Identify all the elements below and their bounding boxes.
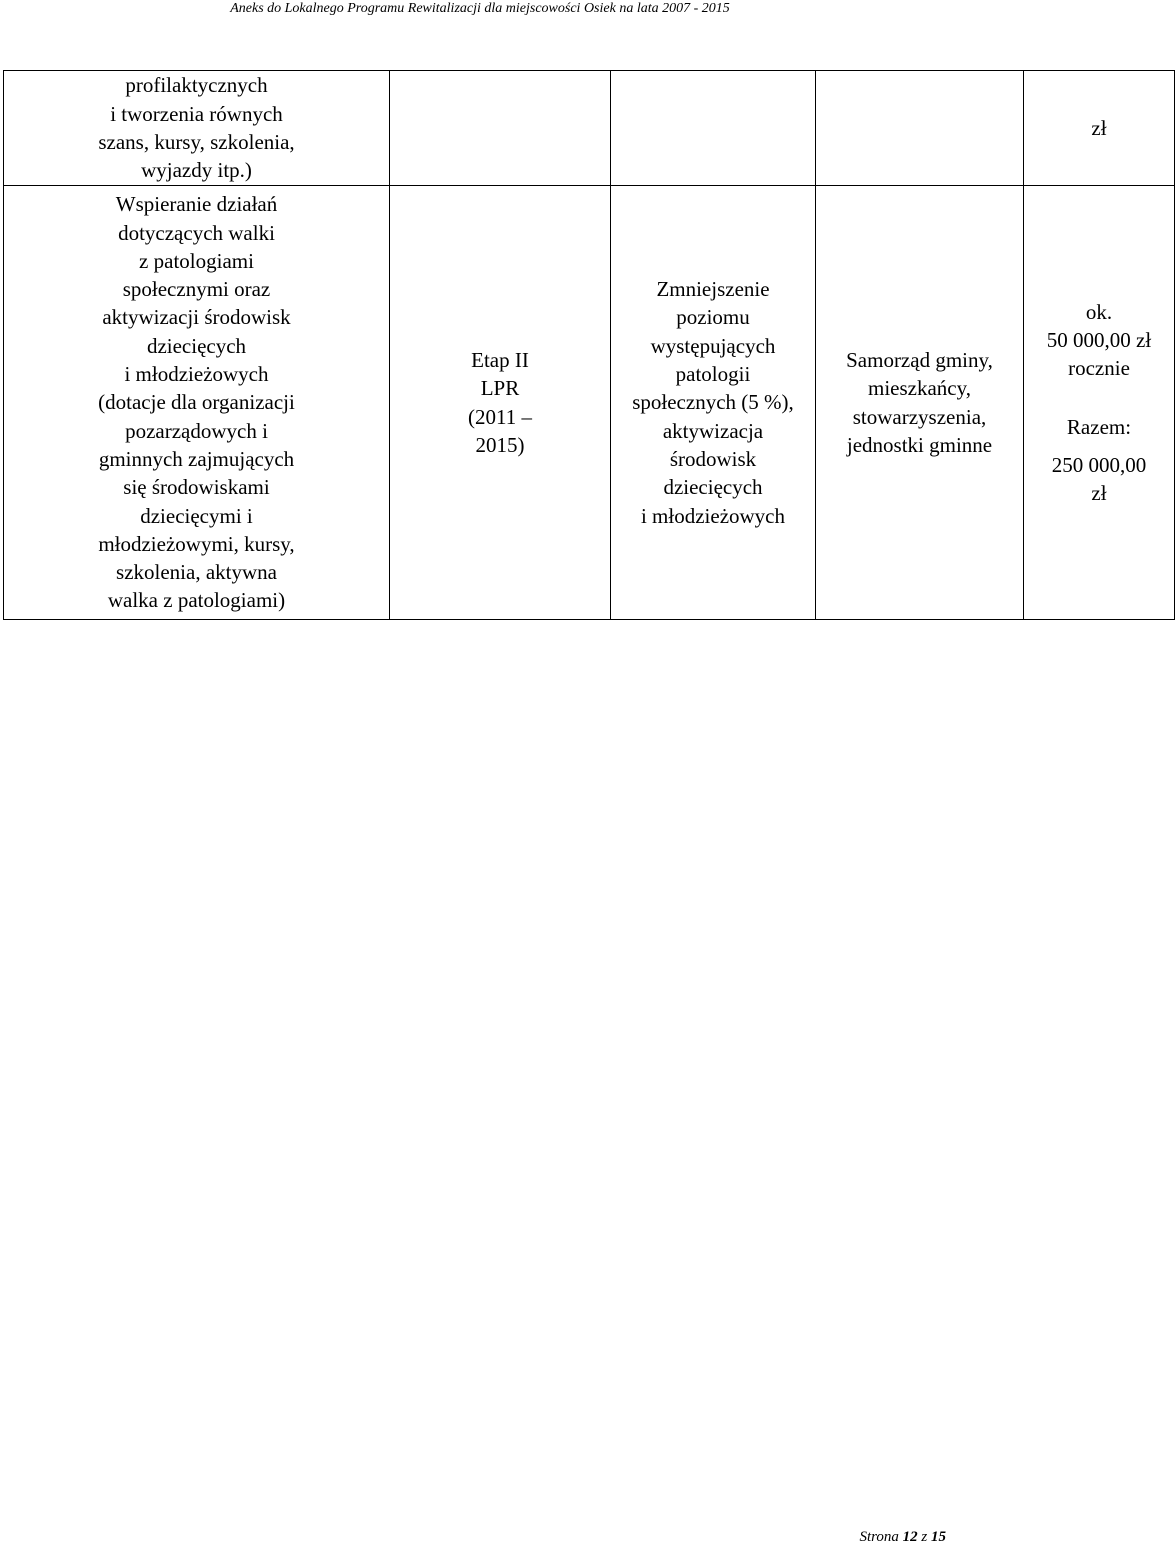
cell-line: stowarzyszenia, (852, 404, 987, 429)
cell-line: środowisk (669, 446, 757, 471)
cell-line: się środowiskami (123, 475, 270, 500)
cell-line: 250 000,00 (1051, 452, 1147, 477)
cell-line: młodzieżowymi, kursy, (98, 531, 295, 556)
cell-line: społecznymi oraz (122, 277, 271, 302)
cell-line: walka z patologiami) (107, 588, 286, 613)
stage-cell (390, 71, 611, 186)
page-of: z (921, 1529, 928, 1545)
cell-line: dziecięcych (663, 475, 763, 500)
cell-line: rocznie (1068, 356, 1130, 381)
cell-line: 2015) (475, 432, 525, 457)
cost-cell (1024, 186, 1175, 620)
activity-cell (4, 186, 390, 620)
document-header: Aneks do Lokalnego Programu Rewitalizacji dla miejscowości Osiek na lata 2007 - 2015 (230, 1, 730, 16)
cell-line: i tworzenia równych (110, 101, 283, 126)
page-number (859, 1528, 946, 1546)
cell-line: Etap II (471, 347, 529, 372)
cell-line: Zmniejszenie (656, 277, 770, 302)
executor-cell (816, 71, 1024, 186)
cell-line: i młodzieżowych (124, 362, 269, 387)
table-row (4, 186, 1175, 620)
cell-line: aktywizacja (662, 418, 764, 443)
cell-line: z patologiami (139, 248, 254, 273)
cell-line: szkolenia, aktywna (116, 560, 277, 585)
cell-line: społecznych (5 %), (632, 390, 794, 415)
total-pages: 15 (931, 1529, 946, 1545)
stage-cell (390, 186, 611, 620)
cell-line: wyjazdy itp.) (141, 158, 252, 183)
cost-cell (1024, 71, 1175, 186)
cell-line: ok. (1085, 299, 1113, 324)
cell-line: zł (1091, 115, 1107, 140)
goal-cell (611, 186, 816, 620)
cell-line: pozarządowych i (125, 418, 268, 443)
cell-line: patologii (675, 362, 751, 387)
cell-line: (2011 – (468, 404, 532, 429)
cell-line: profilaktycznych (125, 73, 268, 98)
page-label: Strona (859, 1529, 899, 1545)
cell-line: Samorząd gminy, (846, 347, 993, 372)
cell-line: Razem: (1066, 414, 1132, 439)
cell-line: Wspieranie działań (115, 192, 278, 217)
cell-line: i młodzieżowych (640, 503, 786, 528)
cell-line: dotyczących walki (118, 220, 275, 245)
cell-line: aktywizacji środowisk (102, 305, 291, 330)
cell-line: gminnych zajmujących (98, 446, 295, 471)
cell-line: występujących (650, 333, 776, 358)
spacer (1028, 383, 1170, 413)
cell-line: mieszkańcy, (867, 376, 971, 401)
cell-line: (dotacje dla organizacji (98, 390, 295, 415)
cell-line: jednostki gminne (846, 432, 993, 457)
cell-line: zł (1091, 481, 1107, 506)
spacer (1028, 441, 1170, 451)
executor-cell (816, 186, 1024, 620)
current-page: 12 (902, 1529, 918, 1545)
cell-line: dziecięcych (146, 333, 247, 358)
goal-cell (611, 71, 816, 186)
project-table (3, 70, 1175, 620)
activity-cell (4, 71, 390, 186)
cell-line: 50 000,00 zł (1046, 327, 1152, 352)
cell-line: LPR (480, 376, 520, 401)
cell-line: poziomu (676, 305, 750, 330)
cell-line: dziecięcymi i (140, 503, 253, 528)
table-row (4, 71, 1175, 186)
cell-line: szans, kursy, szkolenia, (98, 130, 295, 154)
